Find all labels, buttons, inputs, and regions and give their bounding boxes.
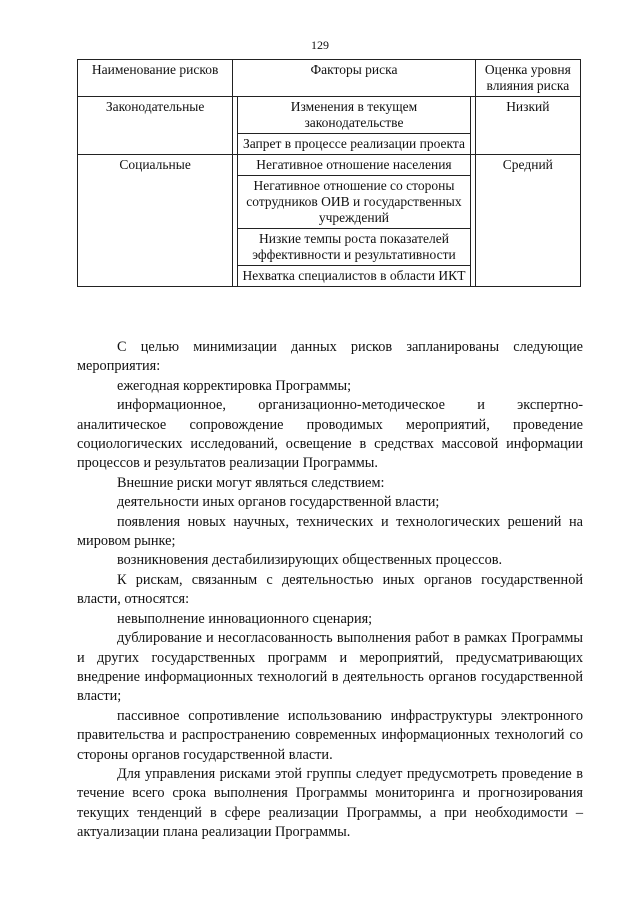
risk-factor: Запрет в процессе реализации проекта bbox=[242, 136, 465, 151]
list-item: невыполнение инновационного сценария; bbox=[117, 610, 373, 627]
risk-factor: Нехватка специалистов в области ИКТ bbox=[242, 268, 466, 283]
risk-name-cell: Законодательные bbox=[78, 97, 233, 155]
risk-factors-cell bbox=[233, 97, 476, 155]
page-number: 129 bbox=[311, 38, 329, 52]
paragraph: Внешние риски могут являться следствием: bbox=[117, 474, 385, 491]
risk-factor: Негативное отношение со стороны сотрудников ОИВ и государственных учреждений bbox=[238, 176, 470, 229]
risk-factor: Изменения в текущем законодательстве bbox=[238, 97, 470, 134]
risk-level-cell: Средний bbox=[475, 155, 580, 287]
list-item: информационное, организационно-методическое и экспертно-аналитическое сопровождение проводимых мероприятий, проведение социологических исследований, освещение в средствах массовой информации процессов и результатов реализации Программы. bbox=[77, 397, 583, 472]
risk-factors-cell bbox=[233, 155, 476, 287]
paragraph: К рискам, связанным с деятельностью иных органов государственной власти, относятся: bbox=[77, 571, 583, 608]
risk-name-cell: Социальные bbox=[78, 155, 233, 287]
header-risk-level: Оценка уровня влияния риска bbox=[475, 60, 580, 97]
paragraph: Для управления рисками этой группы следует предусмотреть проведение в течение всего срока выполнения Программы мониторинга и прогнозирования текущих тенденций в сфере реализации Программы, а при необходимости – актуализации плана реализации Программы. bbox=[77, 765, 583, 841]
table-header-row bbox=[78, 60, 581, 97]
risk-factor: Низкие темпы роста показателей эффективности и результативности bbox=[238, 229, 470, 266]
risk-table bbox=[77, 59, 581, 287]
list-item: ежегодная корректировка Программы; bbox=[117, 377, 352, 394]
list-item: дублирование и несогласованность выполнения работ в рамках Программы и других государственных программ и мероприятий, предусматривающих внедрение информационных технологий в деятельность органов государственной власти; bbox=[77, 630, 583, 705]
header-risk-name: Наименование рисков bbox=[78, 60, 233, 97]
list-item: появления новых научных, технических и технологических решений на мировом рынке; bbox=[77, 513, 583, 550]
paragraph: С целью минимизации данных рисков запланированы следующие мероприятия: bbox=[77, 339, 583, 375]
list-item: возникновения дестабилизирующих общественных процессов. bbox=[117, 552, 503, 569]
list-item: деятельности иных органов государственной власти; bbox=[117, 494, 440, 511]
header-risk-factors: Факторы риска bbox=[233, 60, 476, 97]
list-item: пассивное сопротивление использованию инфраструктуры электронного правительства и распространению современных информационных технологий со стороны органов государственной власти. bbox=[77, 707, 583, 763]
risk-factor: Негативное отношение населения bbox=[238, 155, 470, 176]
risk-level-cell: Низкий bbox=[475, 97, 580, 155]
table-row bbox=[78, 97, 581, 155]
body-text bbox=[77, 338, 583, 843]
table-row bbox=[78, 155, 581, 287]
